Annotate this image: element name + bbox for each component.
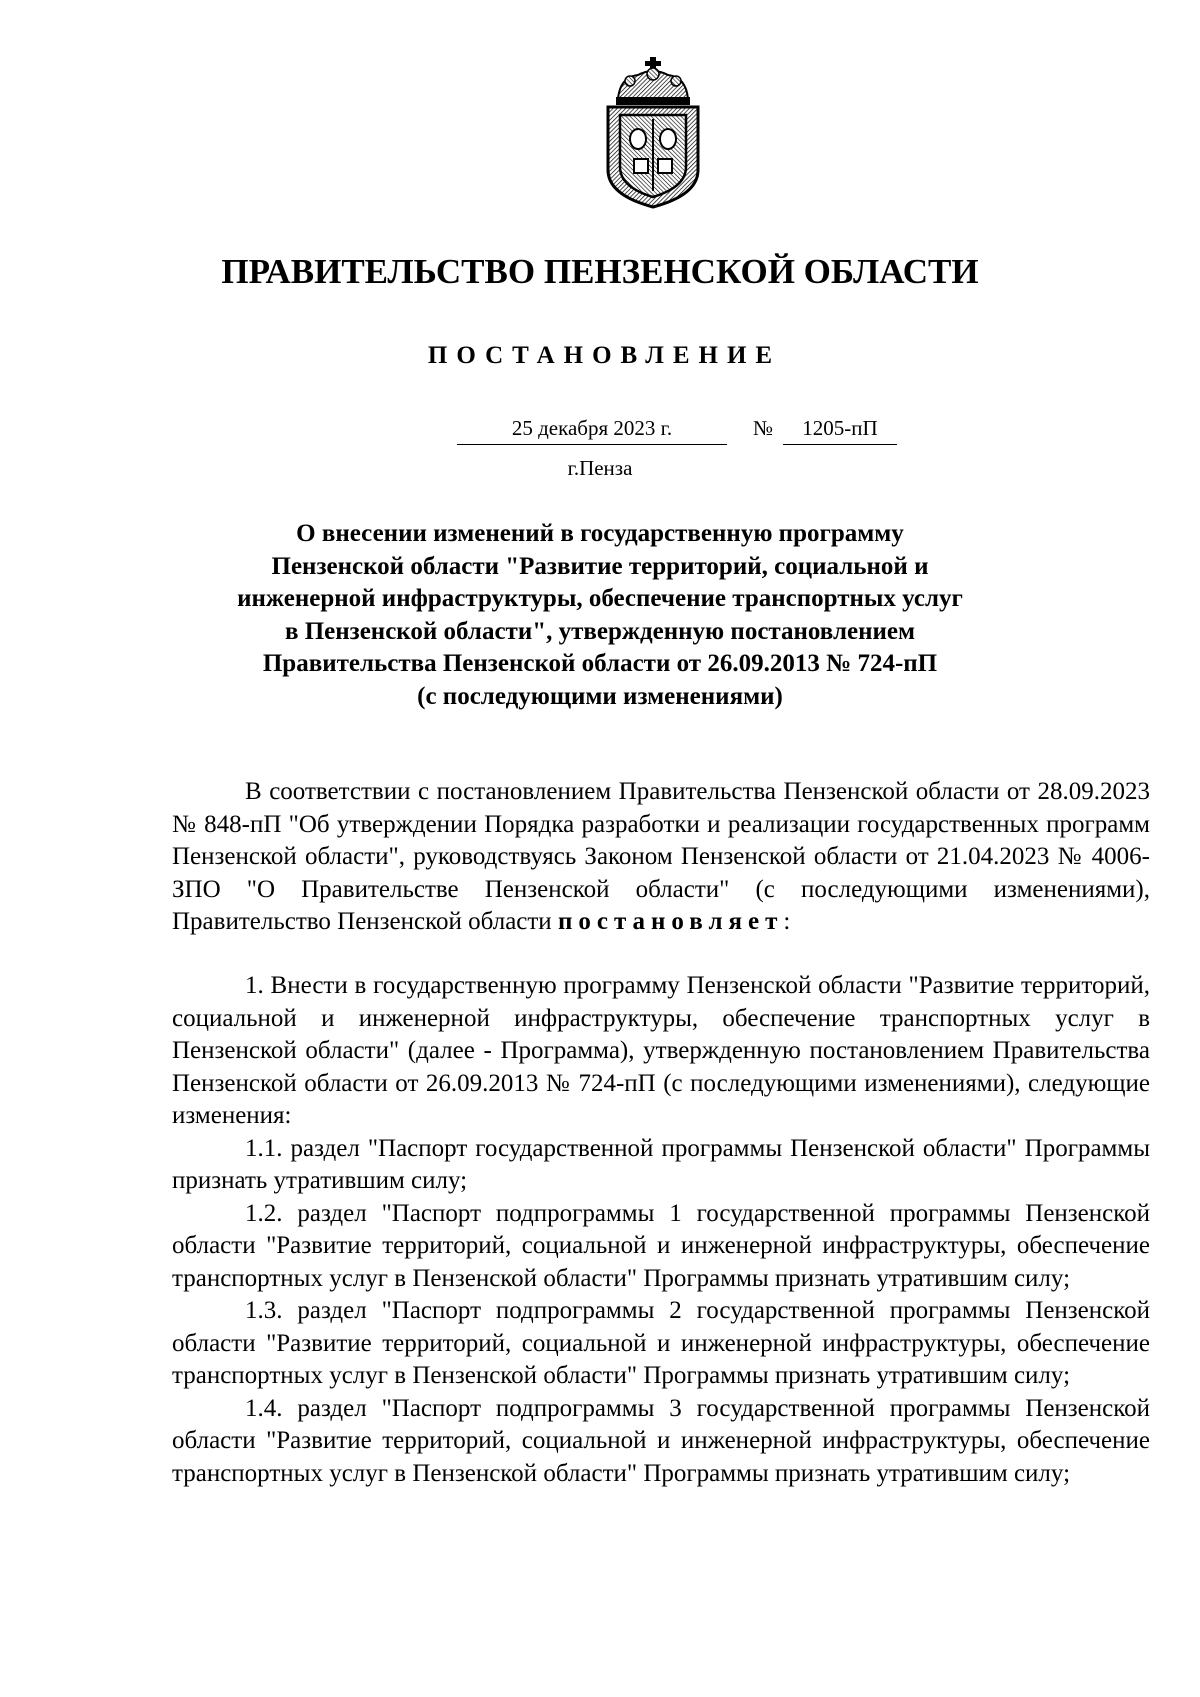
document-type: ПОСТАНОВЛЕНИЕ: [427, 342, 782, 369]
number-sign: №: [752, 416, 774, 440]
resolution-item: 1.1. раздел "Паспорт государственной программы Пензенской области" Программы признать утратившим силу;: [172, 1134, 1150, 1194]
document-subject: [220, 518, 980, 713]
government-title: ПРАВИТЕЛЬСТВО ПЕНЗЕНСКОЙ ОБЛАСТИ: [221, 252, 979, 291]
document-date: 25 декабря 2023 г.: [457, 414, 727, 445]
subject-line: инженерной инфраструктуры, обеспечение транспортных услуг: [237, 585, 963, 612]
preamble-paragraph: [172, 776, 1150, 939]
resolution-items: [172, 970, 1150, 1490]
document-number: 1205-пП: [783, 414, 897, 445]
subject-line: (с последующими изменениями): [417, 682, 783, 710]
preamble-text: В соответствии с постановлением Правительства Пензенской области от 28.09.2023 № 848-пП "Об утверждении Порядка разработки и реализации государственных программ Пензенской области", руководствуясь Законом Пензенской области от 21.04.2023 № 4006-ЗПО "О Правительстве Пензенской области" (с последующими изменениями), Правительство Пензенской области: [172, 778, 1150, 935]
resolution-item: 1.2. раздел "Паспорт подпрограммы 1 государственной программы Пензенской области "Развитие территорий, социальной и инженерной инфраструктуры, обеспечение транспортных услуг в Пензенской области" Программы признать утратившим силу;: [172, 1199, 1150, 1292]
resolution-item: 1.4. раздел "Паспорт подпрограммы 3 государственной программы Пензенской области "Развитие территорий, социальной и инженерной инфраструктуры, обеспечение транспортных услуг в Пензенской области" Программы признать утратившим силу;: [172, 1394, 1150, 1487]
resolution-item: 1.3. раздел "Паспорт подпрограммы 2 государственной программы Пензенской области "Развитие территорий, социальной и инженерной инфраструктуры, обеспечение транспортных услуг в Пензенской области" Программы признать утратившим силу;: [172, 1297, 1150, 1389]
subject-line: Правительства Пензенской области от 26.09.2013 № 724-пП: [262, 650, 938, 677]
subject-line: Пензенской области "Развитие территорий, социальной и: [271, 552, 929, 580]
resolution-item: 1. Внести в государственную программу Пензенской области "Развитие территорий, социальной и инженерной инфраструктуры, обеспечение транспортных услуг в Пензенской области" (далее - Программа), утвержденную постановлением Правительства Пензенской области от 26.09.2013 № 724-пП (с последующими изменениями), следующие изменения:: [172, 972, 1150, 1129]
subject-line: в Пензенской области", утвержденную постановлением: [284, 617, 916, 645]
penza-coat-of-arms-icon: [598, 55, 708, 211]
keyword-colon: :: [783, 908, 791, 935]
document-city: г.Пенза: [567, 456, 633, 480]
resolution-keyword: постановляет: [557, 908, 784, 935]
subject-line: О внесении изменений в государственную программу: [296, 520, 904, 547]
